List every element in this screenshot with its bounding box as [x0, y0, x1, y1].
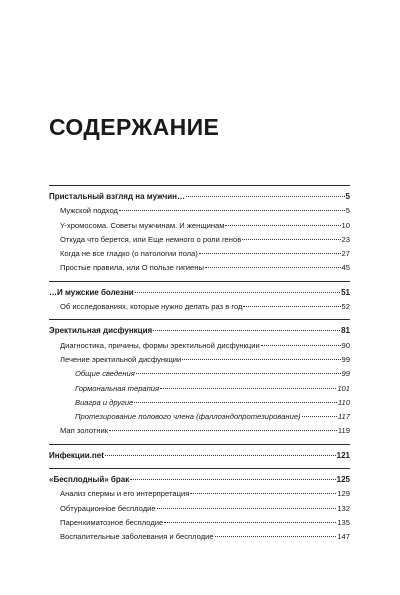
- toc-entry-title: Гормональная терапия: [75, 383, 160, 393]
- toc-section-heading[interactable]: [49, 190, 350, 204]
- toc-entry-title: Откуда что берется, или Еще немного о роли генов: [60, 234, 242, 244]
- toc-entry-title: Виагра и другие: [75, 397, 134, 407]
- dot-leader: [261, 345, 341, 346]
- toc-entry-title: Протезирование полового члена (фаллоэндопротезирование): [75, 412, 301, 422]
- toc-page-number: 5: [345, 192, 350, 201]
- dot-leader: [134, 402, 337, 403]
- toc-entry-title: Общие сведения: [75, 369, 135, 379]
- toc-entry-title: Y-хромосома. Советы мужчинам. И женщинам: [60, 220, 225, 230]
- toc-entry-title: Диагностика, причины, формы эректильной дисфункции: [60, 340, 260, 350]
- dot-leader: [153, 330, 340, 331]
- dot-leader: [109, 430, 337, 431]
- toc-entry[interactable]: [49, 516, 350, 530]
- toc-page-number: 119: [337, 426, 350, 436]
- dot-leader: [119, 210, 345, 211]
- table-of-contents: [49, 185, 350, 550]
- toc-entry-title: Воспалительные заболевания и бесплодие: [60, 532, 214, 542]
- toc-entry-title: Мужской подход: [60, 206, 118, 216]
- toc-page-number: 125: [336, 475, 350, 485]
- toc-page-number: 5: [345, 206, 350, 216]
- toc-section: [49, 281, 350, 315]
- dot-leader: [160, 388, 336, 389]
- toc-entry-title: Мап золотник: [60, 426, 109, 436]
- dot-leader: [215, 536, 337, 537]
- dot-leader: [243, 306, 340, 307]
- toc-entry-title: Когда не все гладко (о патологии пола): [60, 249, 198, 259]
- page-title: СОДЕРЖАНИЕ: [49, 114, 220, 140]
- toc-entry-title: «Бесплодный» брак: [49, 475, 130, 485]
- toc-section: [49, 468, 350, 544]
- dot-leader: [302, 416, 337, 417]
- toc-page-number: 51: [341, 287, 350, 297]
- dot-leader: [135, 292, 340, 293]
- toc-entry[interactable]: [49, 261, 350, 275]
- toc-entry-title: Пристальный взгляд на мужчин…: [49, 192, 185, 201]
- toc-entry[interactable]: [49, 396, 350, 410]
- toc-page-number: 117: [337, 412, 350, 422]
- toc-entry[interactable]: [49, 233, 350, 247]
- toc-entry-title: Анализ спермы и его интерпретация: [60, 489, 190, 499]
- toc-page-number: 110: [337, 397, 350, 407]
- toc-entry[interactable]: [49, 410, 350, 424]
- toc-entry-title: Об исследованиях, которые нужно делать раз в год: [60, 302, 243, 312]
- toc-page-number: 27: [341, 249, 350, 259]
- dot-leader: [205, 267, 341, 268]
- toc-page-number: 147: [337, 532, 350, 542]
- toc-page-number: 132: [337, 503, 350, 513]
- toc-section: [49, 319, 350, 438]
- toc-entry[interactable]: [49, 339, 350, 353]
- toc-entry[interactable]: [49, 382, 350, 396]
- toc-entry[interactable]: [49, 204, 350, 218]
- toc-entry[interactable]: [49, 530, 350, 544]
- toc-section-heading[interactable]: [49, 324, 350, 338]
- toc-entry[interactable]: [49, 300, 350, 314]
- toc-entry-title: Эректильная дисфункция: [49, 326, 153, 336]
- toc-entry[interactable]: [49, 353, 350, 367]
- toc-page-number: 52: [341, 302, 350, 312]
- dot-leader: [130, 479, 335, 480]
- dot-leader: [157, 508, 337, 509]
- toc-section: [49, 444, 350, 463]
- toc-page-number: 135: [337, 517, 350, 527]
- toc-entry[interactable]: [49, 424, 350, 438]
- toc-page-number: 10: [341, 220, 350, 230]
- toc-entry-title: Паренхиматозное бесплодие: [60, 517, 164, 527]
- toc-page-number: 90: [341, 340, 350, 350]
- dot-leader: [164, 522, 336, 523]
- toc-page-number: 101: [337, 383, 350, 393]
- toc-page-number: 121: [336, 450, 350, 460]
- toc-entry-title: Простые правила, или О пользе гигиены: [60, 263, 204, 273]
- toc-entry[interactable]: [49, 219, 350, 233]
- toc-page-number: 99: [341, 354, 350, 364]
- dot-leader: [199, 253, 341, 254]
- toc-section-heading[interactable]: [49, 449, 350, 463]
- toc-section-heading[interactable]: [49, 286, 350, 300]
- toc-entry[interactable]: [49, 502, 350, 516]
- toc-page-number: 81: [341, 326, 350, 336]
- dot-leader: [186, 196, 345, 197]
- toc-page-number: 45: [341, 263, 350, 273]
- toc-page-number: 129: [337, 489, 350, 499]
- toc-entry[interactable]: [49, 487, 350, 501]
- toc-entry-title: Инфекции.net: [49, 450, 104, 460]
- toc-entry[interactable]: [49, 367, 350, 381]
- toc-page-number: 99: [341, 369, 350, 379]
- toc-entry-title: Лечение эректильной дисфункции: [60, 354, 182, 364]
- toc-page-number: 23: [341, 234, 350, 244]
- toc-section-heading[interactable]: [49, 473, 350, 487]
- dot-leader: [225, 225, 340, 226]
- dot-leader: [182, 359, 340, 360]
- toc-section: [49, 185, 350, 276]
- toc-entry[interactable]: [49, 247, 350, 261]
- dot-leader: [136, 373, 341, 374]
- dot-leader: [242, 239, 340, 240]
- toc-entry-title: Обтурационное бесплодие: [60, 503, 156, 513]
- toc-entry-title: …И мужские болезни: [49, 287, 134, 297]
- dot-leader: [105, 455, 336, 456]
- dot-leader: [190, 493, 336, 494]
